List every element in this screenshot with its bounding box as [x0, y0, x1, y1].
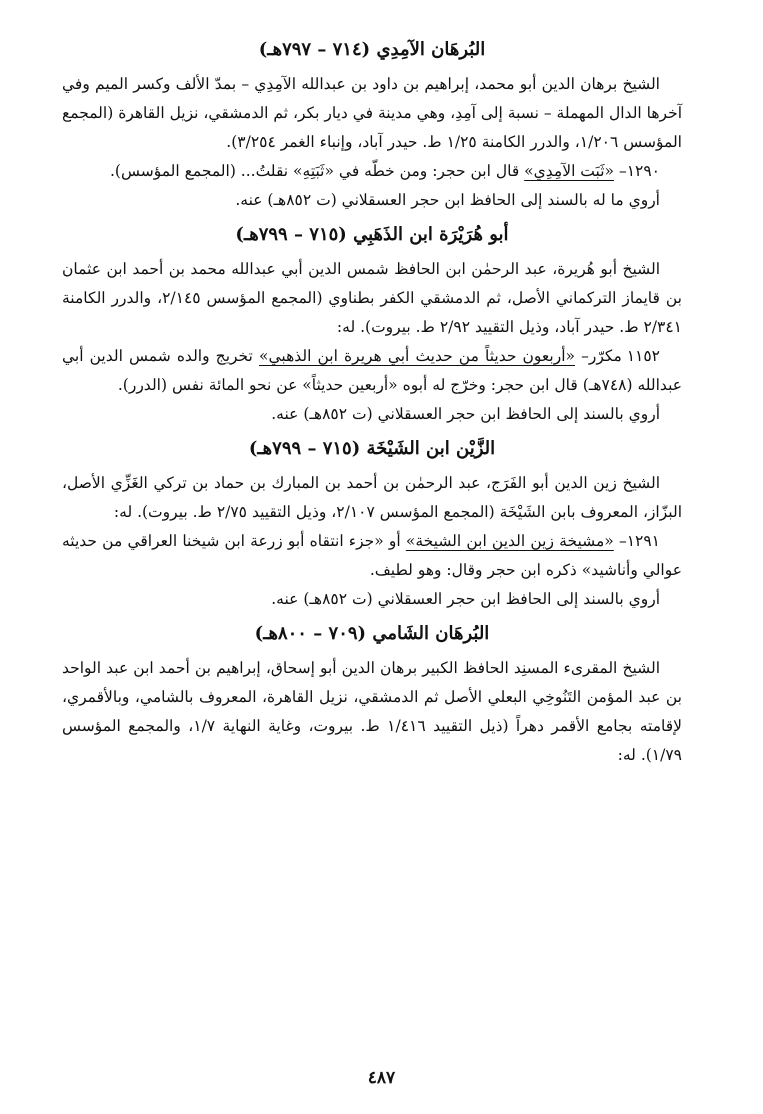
- entry-number: ١٢٩٠–: [618, 162, 660, 180]
- chain-of-transmission: أروي بالسند إلى الحافظ ابن حجر العسقلاني (ت ٨٥٢هـ) عنه.: [271, 590, 660, 608]
- biography-paragraph: الشيخ المقرىء المسنِد الحافظ الكبير برهان الدين أبو إسحاق، إبراهيم بن أحمد ابن عبد الواحد بن عبد المؤمن التَنُوخِي البعلي الأصل ثم الدمشقي، نزيل القاهرة، المعروف بالشامي، وبالأقمري، لإقامته بجامع الأقمر دهراً (ذيل التقييد ١/٤١٦ ط. بيروت، وغاية النهاية ١/٧، والمجمع المؤسس ١/٧٩). له:: [62, 659, 682, 764]
- section-shami: [62, 614, 682, 770]
- entry-number: ١٢٩١–: [618, 532, 660, 550]
- chain-of-transmission: أروي ما له بالسند إلى الحافظ ابن حجر العسقلاني (ت ٨٥٢هـ) عنه.: [235, 191, 660, 209]
- section-heading: أبو هُرَيْرَة ابن الذَهَبِي (٧١٥ – ٧٩٩هـ): [235, 224, 509, 245]
- entry-text: قال ابن حجر: ومن خطّه في «ثَبَتِهِ» نقلتُ... (المجمع المؤسس).: [109, 162, 520, 180]
- entry-number: ١١٥٢ مكرّر–: [581, 347, 660, 365]
- section-heading: البُرهَان الشَامي (٧٠٩ – ٨٠٠هـ): [254, 623, 490, 644]
- section-heading: البُرهَان الآمِدِي (٧١٤ – ٧٩٧هـ): [258, 39, 486, 60]
- section-abu-hurayra: [62, 215, 682, 429]
- biography-paragraph: الشيخ برهان الدين أبو محمد، إبراهيم بن داود بن عبدالله الآمِدِي – بمدّ الألف وكسر الميم وفي آخرها الدال المهملة – نسبة إلى آمِدِ، وهي مدينة في ديار بكر، ثم الدمشقي، نزيل القاهرة (المجمع المؤسس ١/٢٠٦، والدرر الكامنة ١/٢٥ ط. حيدر آباد، وإنباء الغمر ٣/٢٥٤).: [62, 75, 682, 151]
- page-number: ٤٨٧: [367, 1068, 396, 1088]
- entry-title: «أربعون حديثاً من حديث أبي هريرة ابن الذهبي»: [258, 347, 575, 365]
- chain-of-transmission: أروي بالسند إلى الحافظ ابن حجر العسقلاني (ت ٨٥٢هـ) عنه.: [271, 405, 660, 423]
- section-amidi: [62, 30, 682, 215]
- biography-paragraph: الشيخ أبو هُريرة، عبد الرحمٰن ابن الحافظ شمس الدين أبي عبدالله محمد بن أحمد ابن عثمان بن قايماز التركماني الأصل، ثم الدمشقي الكفر بطناوي (المجمع المؤسس ٢/١٤٥، والدرر الكامنة ٢/٣٤١ ط. حيدر آباد، وذيل التقييد ٢/٩٢ ط. بيروت). له:: [62, 260, 682, 336]
- entry-text: أو «جزء انتقاه أبو زرعة ابن شيخنا العراقي من حديثه عوالي وأناشيد» ذكره ابن حجر وقال: وهو لطيف.: [62, 532, 682, 579]
- book-entry: [62, 527, 682, 585]
- section-ibn-alshaykha: [62, 429, 682, 614]
- biography-paragraph: الشيخ زين الدين أبو الفَرَج، عبد الرحمٰن بن أحمد بن المبارك بن حماد بن تركي الغَزِّي الأصل، البزّاز، المعروف بابن الشَيْخَة (المجمع المؤسس ٢/١٠٧، وذيل التقييد ٢/٧٥ ط. بيروت). له:: [62, 474, 682, 521]
- section-heading: الزَّيْن ابن الشَيْخَة (٧١٥ – ٧٩٩هـ): [248, 438, 496, 459]
- book-entry: [62, 342, 682, 400]
- entry-title: «ثَبَت الآمِدِي»: [524, 162, 614, 180]
- page-body: [62, 30, 682, 770]
- entry-text: تخريج والده شمس الدين أبي عبدالله (٧٤٨هـ) قال ابن حجر: وخرّج له أبوه «أربعين حديثاً» عن نحو المائة نفس (الدرر).: [62, 347, 682, 394]
- entry-title: «مشيخة زين الدين ابن الشيخة»: [405, 532, 614, 550]
- book-entry: [62, 157, 682, 186]
